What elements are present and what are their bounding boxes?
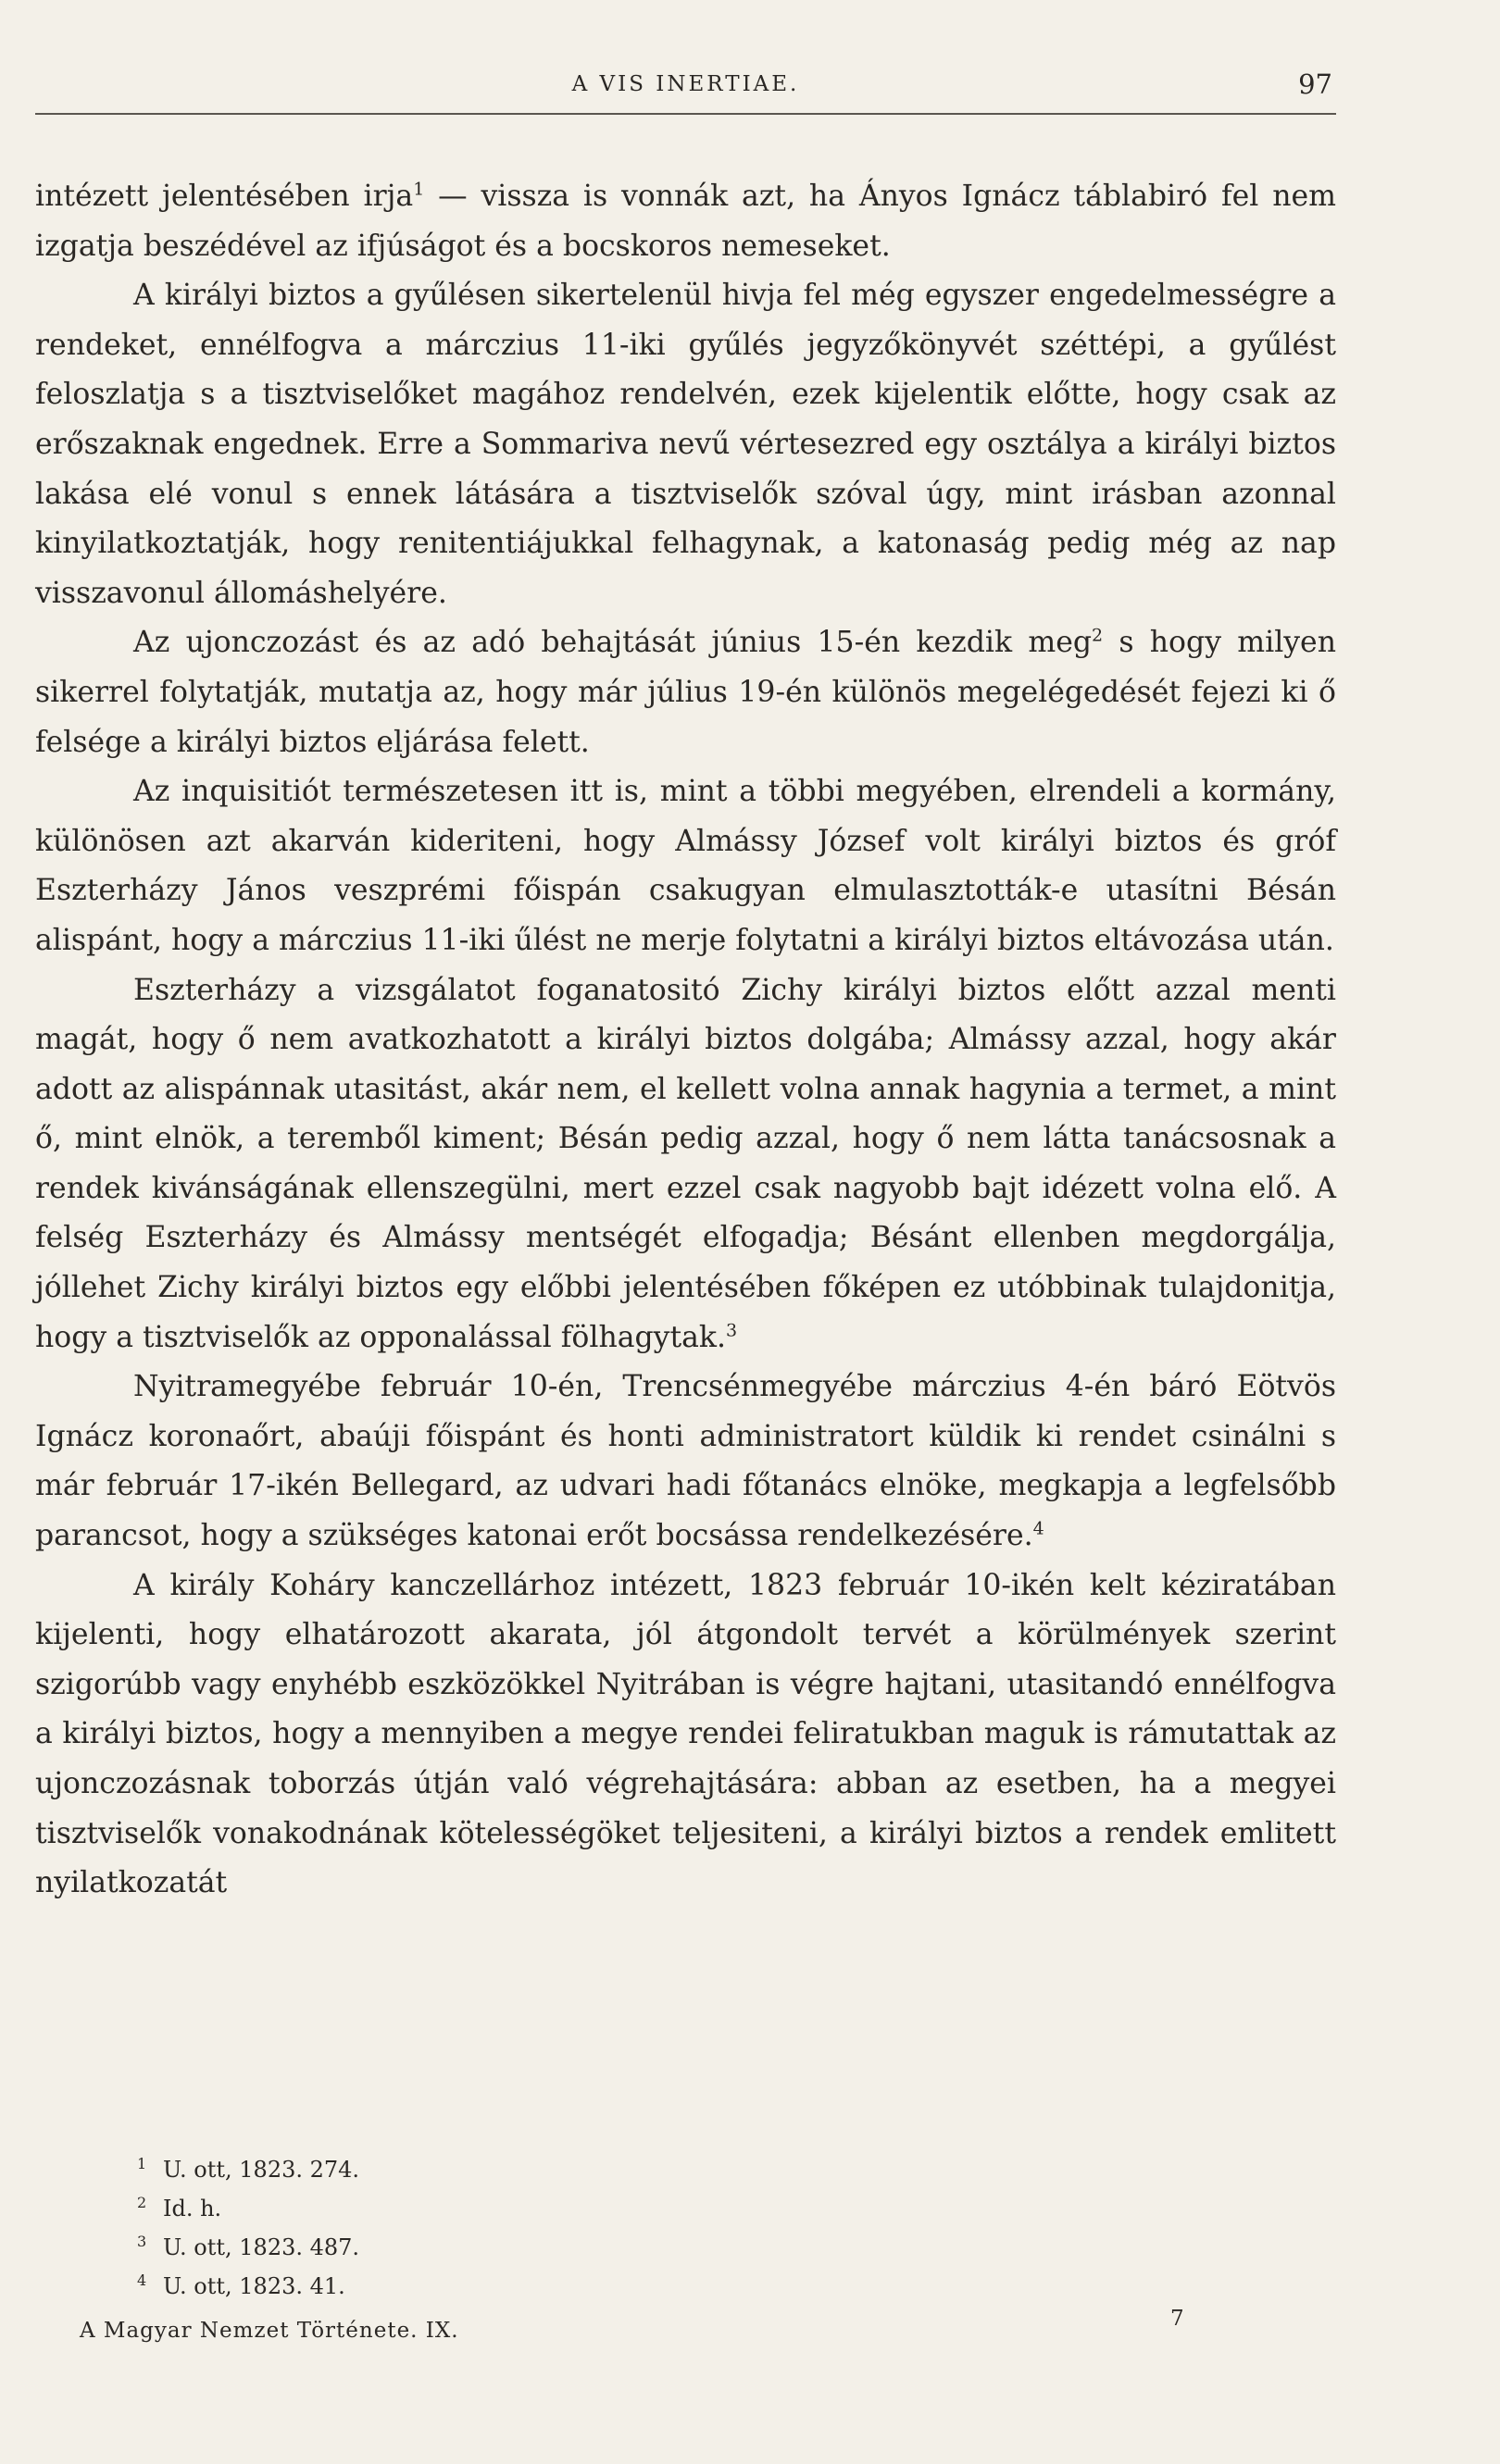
footnote-reference: 4 <box>1032 1518 1044 1539</box>
running-title: A VIS INERTIAE. <box>571 72 800 96</box>
paragraph <box>35 271 1336 618</box>
paragraph-text-continued: — vissza is vonnák azt, ha Ányos Ignácz táblabiró fel nem izgatja beszédével az ifjúságot és a bocskoros nemeseket. <box>35 180 1336 263</box>
paragraph <box>35 618 1336 767</box>
footnote-reference: 2 <box>1092 625 1104 646</box>
signature-mark: 7 <box>1170 2307 1184 2331</box>
footnote-text: Id. h. <box>163 2196 222 2221</box>
paragraph-text: Nyitramegyébe február 10-én, Trencsénmegyébe márczius 4-én báró Eötvös Ignácz koronaőrt, abaúji főispánt és honti administratort küldik ki rendet csinálni s már február 17-ikén Bellegard, az udvari hadi főtanács elnöke, megkapja a legfelsőbb parancsot, hogy a szükséges katonai erőt bocsássa rendelkezésére. <box>35 1370 1336 1553</box>
footnote: 4 U. ott, 1823. 41. <box>137 2271 345 2299</box>
paragraph-text-continued: s hogy milyen sikerrel folytatják, mutatja az, hogy már július 19-én különös megelégedését fejezi ki ő felsége a királyi biztos eljárása felett. <box>35 626 1336 759</box>
paragraph <box>35 966 1336 1363</box>
footnote: 3 U. ott, 1823. 487. <box>137 2233 360 2260</box>
footnote: 2 Id. h. <box>137 2194 222 2221</box>
footnote-text: U. ott, 1823. 274. <box>163 2157 360 2183</box>
paragraph-text: Eszterházy a vizsgálatot foganatositó Zichy királyi biztos előtt azzal menti magát, hogy ő nem avatkozhatott a királyi biztos dolgába; Almássy azzal, hogy akár adott az alispánnak utasitást, akár nem, el kellett volna annak hagynia a termet, a mint ő, mint elnök, a teremből kiment; Bésán pedig azzal, hogy ő nem látta tanácsosnak a rendek kivánságának ellenszegülni, mert ezzel csak nagyobb bajt idézett volna elő. A felség Eszterházy és Almássy mentségét elfogadja; Bésánt ellenben megdorgálja, jóllehet Zichy királyi biztos egy előbbi jelentésében főképen ez utóbbinak tulajdonitja, hogy a tisztviselők az opponalással fölhagytak. <box>35 973 1336 1354</box>
paragraph-text: A királyi biztos a gyűlésen sikertelenül hivja fel még egyszer engedelmességre a rendeket, ennélfogva a márczius 11-iki gyűlés jegyzőkönyvét széttépi, a gyűlést feloszlatja s a tisztviselőket magához rendelvén, ezek kijelentik előtte, hogy csak az erőszaknak engednek. Erre a Sommariva nevű vértesezred egy osztálya a királyi biztos lakása elé vonul s ennek látására a tisztviselők szóval úgy, mint irásban azonnal kinyilatkoztatják, hogy renitentiájukkal felhagynak, a katonaság pedig még az nap visszavonul állomáshelyére. <box>35 279 1336 610</box>
page-header <box>35 68 1336 115</box>
footnote-text: U. ott, 1823. 487. <box>163 2234 360 2260</box>
footnote-text: U. ott, 1823. 41. <box>163 2273 345 2299</box>
body-text <box>35 172 1336 1909</box>
paragraph-text: Az inquisitiót természetesen itt is, mint a többi megyében, elrendeli a kormány, különösen azt akarván kideriteni, hogy Almássy József volt királyi biztos és gróf Eszterházy János veszprémi főispán csakugyan elmulasztották-e utasítni Bésán alispánt, hogy a márczius 11-iki űlést ne merje folytatni a királyi biztos eltávozása után. <box>35 775 1336 957</box>
footnotes <box>137 2150 785 2306</box>
paragraph <box>35 1363 1336 1561</box>
paragraph-text: Az ujonczozást és az adó behajtását június 15-én kezdik meg <box>133 626 1092 660</box>
paragraph <box>35 172 1336 271</box>
printer-signature: A Magyar Nemzet Története. IX. <box>80 2319 459 2343</box>
footnote-reference: 3 <box>726 1320 738 1341</box>
footnote: 1 U. ott, 1823. 274. <box>137 2155 360 2183</box>
paragraph-text: intézett jelentésében irja <box>35 180 414 213</box>
paragraph <box>35 767 1336 965</box>
footnote-reference: 1 <box>413 179 425 200</box>
paragraph-text: A király Koháry kanczellárhoz intézett, 1823 február 10-ikén kelt kéziratában kijelenti, hogy elhatározott akarata, jól átgondolt tervét a körülmények szerint szigorúbb vagy enyhébb eszközökkel Nyitrában is végre hajtani, utasitandó ennélfogva a királyi biztos, hogy a mennyiben a megye rendei feliratukban maguk is rámutattak az ujonczozásnak toborzás útján való végrehajtására: abban az esetben, ha a megyei tisztviselők vonakodnának kötelességöket teljesiteni, a királyi biztos a rendek emlitett nyilatkozatát <box>35 1568 1336 1900</box>
paragraph <box>35 1562 1336 1909</box>
page-number: 97 <box>1298 68 1332 100</box>
